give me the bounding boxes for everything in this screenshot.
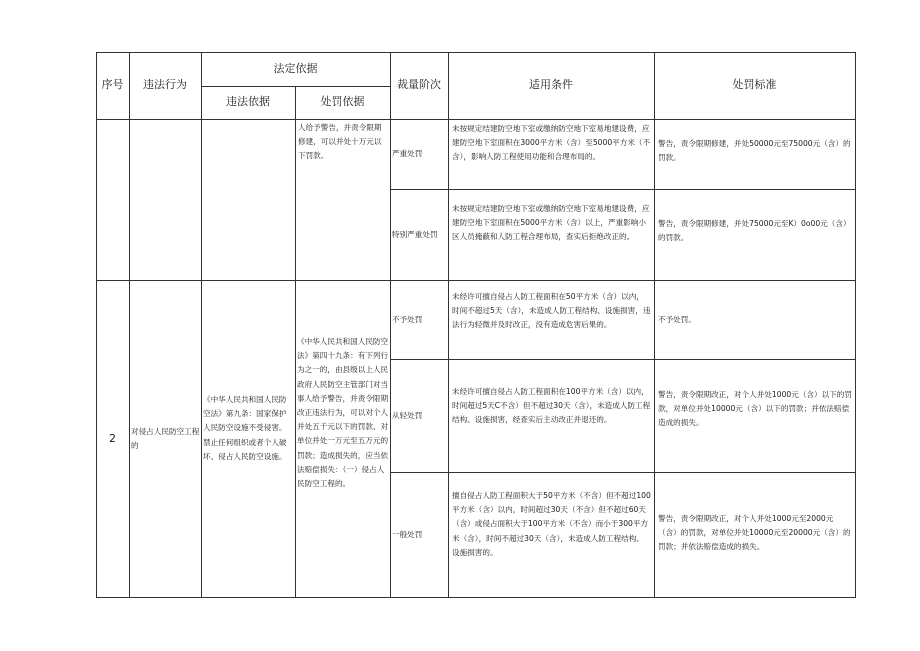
header-condition: 适用条件 [529,78,573,92]
row1-very-severe-level [391,190,448,280]
row2-none-standard: 不予处罚。 [658,315,696,324]
row2-normal-level [391,473,448,597]
penalty-discretion-table [96,52,856,598]
border-c5 [448,52,449,598]
border-row1a [390,189,856,190]
row2-light-condition: 未经许可擅自侵占人防工程面积在100平方米（含）以内，时间超过5天C不含）但不超过30天（含），未造成人防工程结构、设施损害，经查实后主动改正并退还的。 [452,387,651,425]
border-right [855,52,856,598]
row2-none-level [391,281,448,359]
row2-violation-text: 对侵占人民防空工程的 [131,426,200,450]
header-violation-basis: 违法依据 [226,95,270,109]
row2-violation [130,281,201,597]
header-legal-basis: 法定依据 [273,61,318,75]
row2-light-level [391,360,448,472]
row1-severe-standard: 警告，责令限期修建，并处50000元至75000元（含）的罚款。 [658,139,851,163]
border-row2a [390,359,856,360]
row2-none-condition: 未经许可擅自侵占人防工程面积在50平方米（含）以内，时间不超过5天（含），未造成人防工程结构、设施损害，违法行为轻微并及时改正，没有造成危害后果的。 [452,292,651,330]
row1-severe-level [391,120,448,189]
row2-none-level-text: 不予处罚 [392,314,423,324]
border-row1-bottom [96,280,856,281]
header-level: 裁量阶次 [397,78,441,92]
row2-penalty-basis: 《中华人民共和国人民防空法》第四十九条：有下列行为之一的，由县级以上人民政府人民防空主管部门对当事人给予警告，并责令限期改正违法行为，可以对个人并处五千元以下的罚款、对单位并处一万元至五万元的罚款；造成损失的，应当依法赔偿损失：（一）侵占人民防空工程的。 [297,337,389,489]
border-header-bottom [96,119,856,120]
row1-very-severe-level-text: 特别严重处罚 [392,230,438,239]
row1-penalty-basis: 人给予警告，并责令限期修建，可以并处十万元以下罚款。 [298,123,382,161]
row1-severe-level-text: 严重处罚 [392,149,423,159]
row2-normal-standard: 警告，责令限期改正，对个人并处1000元至2000元（含）的罚款，对单位并处10000元至20000元（含）的罚款；并依法赔偿造成的损失。 [658,514,851,552]
header-standard: 处罚标准 [732,78,777,92]
row2-seq: 2 [109,431,116,445]
border-bottom [96,597,856,598]
border-c2 [201,52,202,598]
row1-very-severe-standard: 警告，责令限期修建，并处75000元至K）0o00元（含）的罚款。 [658,219,851,243]
border-c6 [654,52,655,598]
row2-normal-level-text: 一般处罚 [392,529,423,539]
row2-normal-condition: 擅自侵占人防工程面积大于50平方米（不含）但不超过100平方米（含）以内，时间超过30天（不含）但不超过60天（含）或侵占面积大于100平方米（不含）而小于300平方米（含），时间不超过30天（含），未造成人防工程结构、设施损害的。 [452,491,651,557]
row1-severe-condition: 未按规定结建防空地下室或缴纳防空地下室易地建设费，应建防空地下室面积在3000平方米（含）至5000平方米（不含），影响人防工程使用功能和合理布局的。 [452,124,651,162]
header-penalty-basis: 处罚依据 [320,95,365,109]
header-seq: 序号 [101,78,124,92]
header-violation: 违法行为 [143,78,187,92]
border-row2b [390,472,856,473]
row2-light-level-text: 从轻处罚 [392,410,423,420]
row1-very-severe-condition: 未按规定结建防空地下室或缴纳防空地下室易地建设费，应建防空地下室面积在5000平方米（含）以上，严重影响小区人员掩蔽和人防工程合理布局，查实后拒绝改正的。 [452,204,650,242]
row2-light-standard: 警告，责令限期改正，对个人并处1000元（含）以下的罚款，对单位并处10000元（含）以下的罚款；并依法赔偿造成的损失。 [658,390,852,428]
row2-violation-basis: 《中华人民共和国人民防空法》第九条：国家保护人民防空设施不受侵害。禁止任何组织或者个人破坏、侵占人民防空设施。 [203,395,287,461]
